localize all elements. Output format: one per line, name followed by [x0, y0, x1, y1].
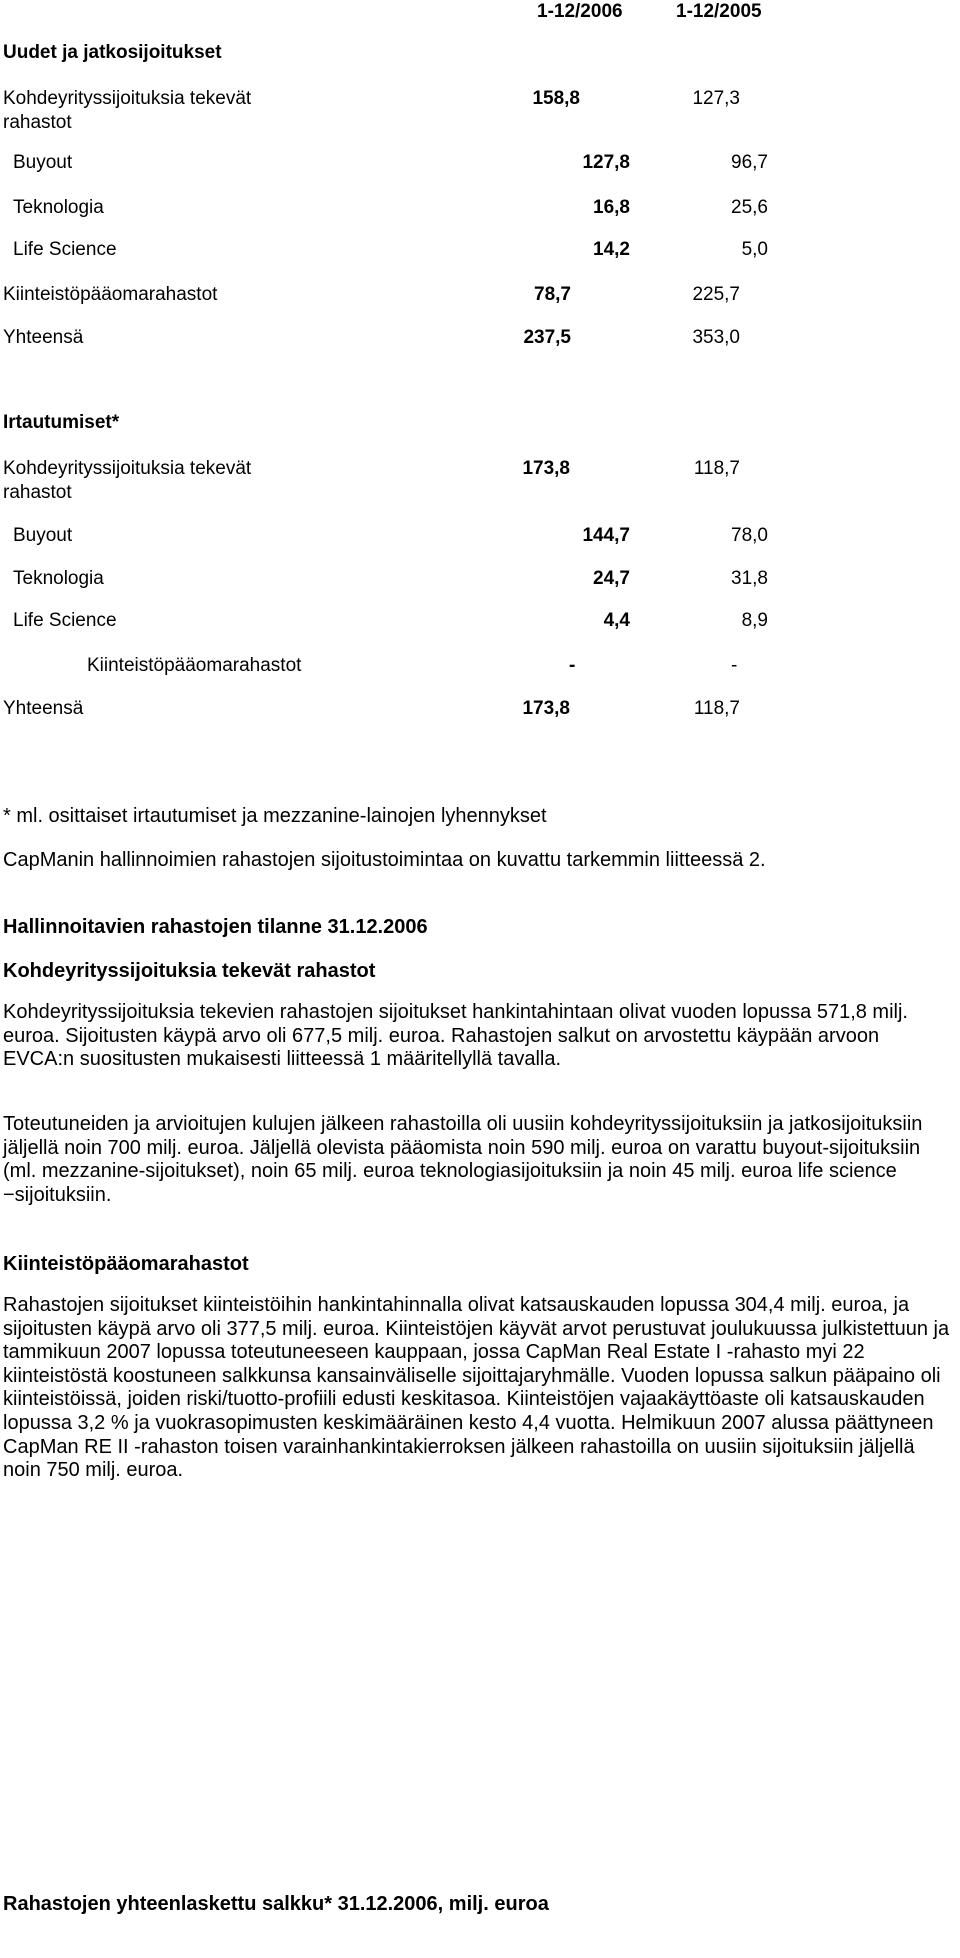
exits-row-value-2006: 173,8: [522, 458, 570, 479]
paragraph-real-estate: Rahastojen sijoitukset kiinteistöihin hankintahinnalla olivat katsauskauden lopussa 304,4 milj. euroa, ja sijoitusten käypä arvo oli 377,5 milj. euroa. Kiinteistöjen käyvät arvot perustuvat joulukuussa julkistettuun ja tammikuun 2007 lopussa toteutuneeseen kauppaan, jossa CapMan Real Estate I -rahasto myi 22 kiinteistöstä koostuneen salkkunsa kansainväliselle sijoittajaryhmälle. Vuoden lopussa salkun pääpaino oli kiinteistöissä, joiden riski/tuotto-profiili edusti keskitasoa. Kiinteistöjen vajaakäyttöaste oli katsauskauden lopussa 3,2 % ja vuokrasopimusten keskimääräinen kesto 4,4 vuotta. Helmikuun 2007 alussa päättyneen CapMan RE II -rahaston toisen varainhankintakierroksen jälkeen rahastoilla on uusiin sijoituksiin jäljellä noin 750 milj. euroa.: [3, 1294, 950, 1482]
investments-title: Uudet ja jatkosijoitukset: [3, 42, 222, 63]
investments-row-value-2005: 5,0: [741, 239, 768, 260]
exits-row-label: Life Science: [13, 610, 117, 631]
exits-row-value-2005: 118,7: [693, 458, 740, 479]
investments-row-label: Teknologia: [13, 197, 104, 218]
paragraph-funds-valuation: Kohdeyrityssijoituksia tekevien rahastojen sijoitukset hankintahintaan olivat vuoden lopussa 571,8 milj. euroa. Sijoitusten käypä arvo oli 677,5 milj. euroa. Rahastojen salkut on arvostettu käypään arvoon EVCA:n suositusten mukaisesti liitteessä 1 määritellyllä tavalla.: [3, 1001, 908, 1071]
heading-portfolio-total: Rahastojen yhteenlaskettu salkku* 31.12.2006, milj. euroa: [3, 1893, 549, 1915]
exits-title: Irtautumiset*: [3, 412, 120, 433]
footnote: * ml. osittaiset irtautumiset ja mezzanine-lainojen lyhennykset: [3, 805, 547, 827]
exits-row-label: Buyout: [13, 525, 73, 546]
investments-row-value-2006: 16,8: [593, 197, 630, 218]
investments-row-value-2006: 78,7: [534, 284, 571, 305]
exits-row-value-2006: 173,8: [522, 698, 570, 719]
exits-row-value-2005: 31,8: [731, 568, 768, 589]
investments-row-value-2006: 14,2: [593, 239, 630, 260]
investments-row-label: Kiinteistöpääomarahastot: [3, 284, 218, 305]
investments-row-value-2005: 25,6: [731, 197, 768, 218]
paragraph-capman: CapManin hallinnoimien rahastojen sijoitustoimintaa on kuvattu tarkemmin liitteessä 2.: [3, 849, 766, 871]
column-header-2006: 1-12/2006: [537, 1, 623, 22]
investments-row-label: Yhteensä: [3, 327, 84, 348]
column-header-2005: 1-12/2005: [676, 1, 762, 22]
exits-row-value-2005: 118,7: [693, 698, 740, 719]
exits-row-label: Kohdeyrityssijoituksia tekevät rahastot: [3, 458, 252, 503]
exits-row-value-2006: -: [569, 655, 576, 676]
investments-row-label: Buyout: [13, 152, 73, 173]
heading-portfolio-funds: Kohdeyrityssijoituksia tekevät rahastot: [3, 960, 376, 982]
heading-real-estate: Kiinteistöpääomarahastot: [3, 1253, 249, 1275]
exits-row-label: Kiinteistöpääomarahastot: [87, 655, 302, 676]
exits-row-value-2005: 78,0: [731, 525, 768, 546]
investments-row-label: Life Science: [13, 239, 117, 260]
investments-row-value-2006: 237,5: [523, 327, 571, 348]
investments-row-value-2006: 127,8: [582, 152, 630, 173]
exits-row-value-2006: 144,7: [582, 525, 630, 546]
exits-row-value-2005: -: [731, 655, 738, 676]
investments-row-value-2006: 158,8: [532, 88, 580, 109]
investments-row-value-2005: 225,7: [692, 284, 740, 305]
exits-row-label: Teknologia: [13, 568, 104, 589]
exits-row-value-2006: 4,4: [603, 610, 630, 631]
investments-row-value-2005: 96,7: [731, 152, 768, 173]
investments-row-label: Kohdeyrityssijoituksia tekevät rahastot: [3, 88, 252, 133]
exits-row-value-2006: 24,7: [593, 568, 630, 589]
investments-row-value-2005: 353,0: [692, 327, 740, 348]
heading-fund-status: Hallinnoitavien rahastojen tilanne 31.12.2006: [3, 916, 428, 938]
exits-row-value-2005: 8,9: [741, 610, 768, 631]
exits-row-label: Yhteensä: [3, 698, 84, 719]
paragraph-funds-remaining: Toteutuneiden ja arvioitujen kulujen jälkeen rahastoilla oli uusiin kohdeyrityssijoituksiin ja jatkosijoituksiin jäljellä noin 700 milj. euroa. Jäljellä olevista pääomista noin 590 milj. euroa on varattu buyout-sijoituksiin (ml. mezzanine-sijoitukset), noin 65 milj. euroa teknologiasijoituksiin ja noin 45 milj. euroa life science −sijoituksiin.: [3, 1113, 923, 1206]
investments-row-value-2005: 127,3: [692, 88, 740, 109]
